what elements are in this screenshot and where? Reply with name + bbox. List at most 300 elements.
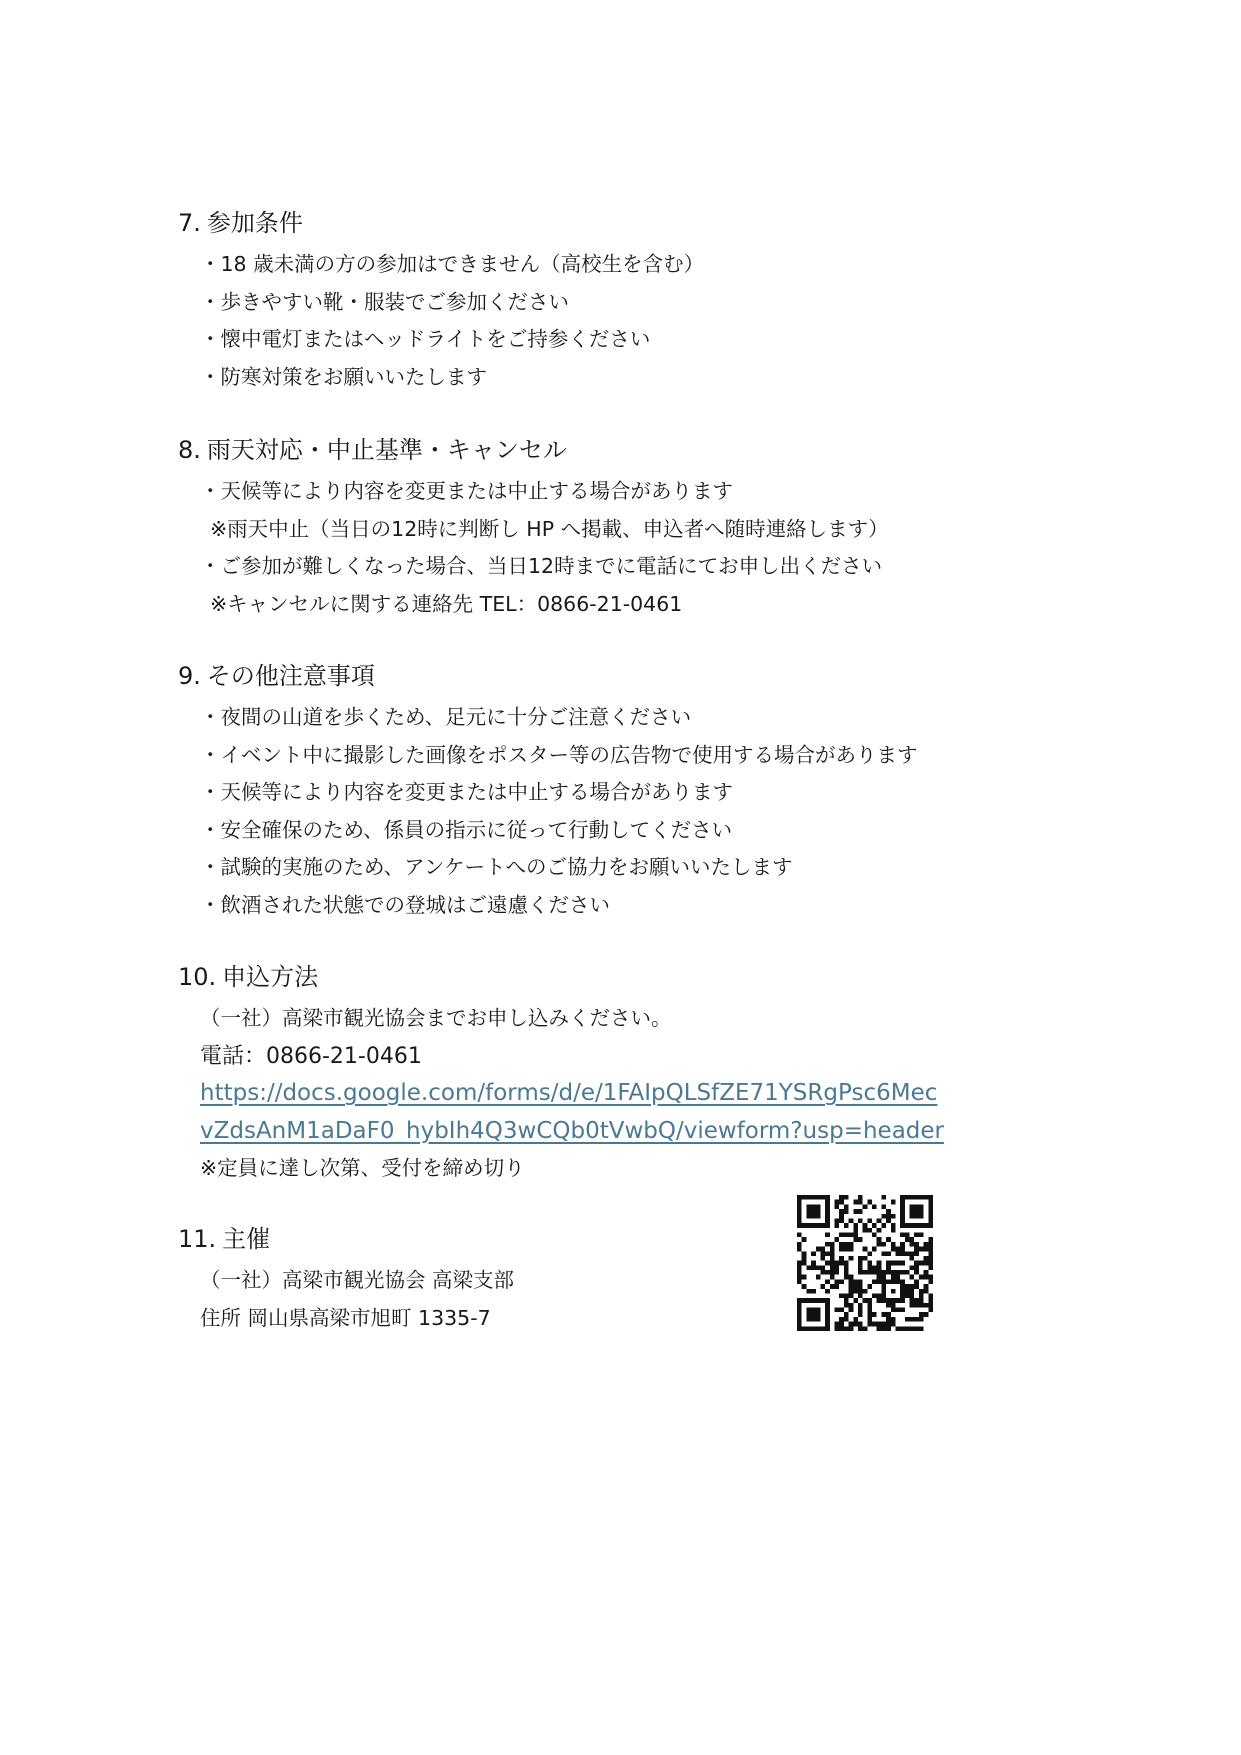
qr-module [811, 1195, 816, 1200]
qr-module [825, 1204, 830, 1209]
qr-module [797, 1317, 802, 1322]
qr-module [816, 1265, 821, 1270]
qr-module [853, 1237, 858, 1242]
qr-module [797, 1265, 802, 1270]
qr-module [797, 1200, 802, 1205]
qr-module [900, 1270, 905, 1275]
qr-module [820, 1247, 825, 1252]
qr-module [858, 1284, 863, 1289]
qr-module [914, 1242, 919, 1247]
qr-module [886, 1279, 891, 1284]
qr-module [797, 1209, 802, 1214]
qr-module [830, 1284, 835, 1289]
qr-module [914, 1204, 919, 1209]
qr-module [839, 1261, 844, 1266]
qr-module [914, 1298, 919, 1303]
qr-module [905, 1251, 910, 1256]
qr-module [924, 1312, 929, 1317]
qr-module [802, 1261, 807, 1266]
application-form-link[interactable]: https://docs.google.com/forms/d/e/1FAIpQLSfZE71YSRgPsc6Mec [200, 1080, 938, 1106]
qr-module [905, 1270, 910, 1275]
qr-module [806, 1209, 811, 1214]
qr-module [891, 1289, 896, 1294]
qr-module [881, 1284, 886, 1289]
qr-module [905, 1284, 910, 1289]
qr-module [825, 1289, 830, 1294]
qr-module [905, 1233, 910, 1238]
qr-module [816, 1317, 821, 1322]
qr-module [858, 1326, 863, 1331]
qr-module [867, 1218, 872, 1223]
qr-module [820, 1256, 825, 1261]
qr-module [830, 1275, 835, 1280]
list-item: ・試験的実施のため、アンケートへのご協力をお願いいたします [200, 855, 793, 879]
qr-module [863, 1223, 868, 1228]
qr-module [877, 1279, 882, 1284]
qr-module [797, 1275, 802, 1280]
qr-module [835, 1279, 840, 1284]
qr-module [830, 1247, 835, 1252]
application-form-link-line[interactable] [200, 1075, 1058, 1113]
qr-module [919, 1247, 924, 1252]
qr-module [910, 1223, 915, 1228]
qr-module [891, 1279, 896, 1284]
qr-module [919, 1303, 924, 1308]
qr-module [910, 1265, 915, 1270]
qr-module [816, 1308, 821, 1313]
qr-module [844, 1312, 849, 1317]
qr-module [919, 1312, 924, 1317]
qr-module [919, 1204, 924, 1209]
qr-module [849, 1293, 854, 1298]
qr-module [905, 1293, 910, 1298]
qr-module [858, 1303, 863, 1308]
qr-module [797, 1303, 802, 1308]
qr-module [806, 1298, 811, 1303]
qr-module [839, 1242, 844, 1247]
qr-module [886, 1265, 891, 1270]
qr-module [816, 1209, 821, 1214]
qr-module [891, 1247, 896, 1252]
qr-module [849, 1303, 854, 1308]
qr-module [905, 1289, 910, 1294]
qr-module [881, 1204, 886, 1209]
qr-module [820, 1284, 825, 1289]
qr-module [825, 1312, 830, 1317]
qr-module [853, 1223, 858, 1228]
qr-code-icon[interactable] [797, 1195, 933, 1331]
section-number: 8. [178, 436, 201, 464]
qr-module [839, 1209, 844, 1214]
qr-module [839, 1308, 844, 1313]
qr-module [900, 1233, 905, 1238]
qr-module [881, 1223, 886, 1228]
qr-module [928, 1214, 933, 1219]
qr-module [910, 1195, 915, 1200]
qr-module [891, 1317, 896, 1322]
qr-module [816, 1326, 821, 1331]
qr-module [900, 1261, 905, 1266]
qr-module [919, 1317, 924, 1322]
qr-module [877, 1228, 882, 1233]
qr-module [858, 1270, 863, 1275]
qr-module [867, 1322, 872, 1327]
qr-module [806, 1289, 811, 1294]
qr-module [924, 1284, 929, 1289]
qr-module [825, 1195, 830, 1200]
qr-module [839, 1279, 844, 1284]
qr-module [806, 1265, 811, 1270]
qr-module [849, 1233, 854, 1238]
qr-module [872, 1265, 877, 1270]
qr-module [881, 1293, 886, 1298]
qr-module [867, 1317, 872, 1322]
qr-module [900, 1279, 905, 1284]
qr-module [811, 1265, 816, 1270]
qr-module [853, 1228, 858, 1233]
list-item: ・ご参加が難しくなった場合、当日12時までに電話にてお申し出ください [200, 554, 883, 578]
qr-module [877, 1261, 882, 1266]
qr-module [844, 1204, 849, 1209]
qr-module [863, 1204, 868, 1209]
qr-module [820, 1195, 825, 1200]
application-form-link-line[interactable] [200, 1113, 1058, 1151]
qr-module [849, 1284, 854, 1289]
qr-module [872, 1233, 877, 1238]
qr-module [886, 1251, 891, 1256]
qr-module [891, 1242, 896, 1247]
qr-module [881, 1214, 886, 1219]
qr-module [835, 1218, 840, 1223]
qr-module [881, 1298, 886, 1303]
qr-module [900, 1204, 905, 1209]
qr-module [797, 1298, 802, 1303]
qr-module [820, 1326, 825, 1331]
qr-module [863, 1228, 868, 1233]
qr-module [825, 1200, 830, 1205]
qr-module [872, 1247, 877, 1252]
section-heading [178, 962, 1058, 992]
qr-module [844, 1293, 849, 1298]
qr-module [839, 1200, 844, 1205]
list-item: ・18 歳未満の方の参加はできません（高校生を含む） [200, 252, 705, 276]
qr-module [797, 1270, 802, 1275]
list-note: ※雨天中止（当日の12時に判断し HP へ掲載、申込者へ随時連絡します） [210, 516, 889, 541]
qr-module [839, 1293, 844, 1298]
qr-module [928, 1200, 933, 1205]
qr-module [825, 1223, 830, 1228]
section-number: 7. [178, 209, 201, 237]
qr-module [853, 1200, 858, 1205]
qr-module [919, 1289, 924, 1294]
qr-module [877, 1237, 882, 1242]
qr-module [867, 1228, 872, 1233]
qr-module [919, 1195, 924, 1200]
qr-module [844, 1209, 849, 1214]
qr-module [900, 1195, 905, 1200]
qr-module [914, 1223, 919, 1228]
qr-module [886, 1326, 891, 1331]
qr-module [881, 1322, 886, 1327]
section-title: 申込方法 [222, 963, 319, 991]
list-item: ・防寒対策をお願いいたします [200, 364, 487, 389]
qr-module [900, 1214, 905, 1219]
qr-module [910, 1293, 915, 1298]
qr-module [867, 1312, 872, 1317]
qr-module [872, 1270, 877, 1275]
qr-module [900, 1289, 905, 1294]
qr-module [830, 1242, 835, 1247]
qr-module [797, 1247, 802, 1252]
qr-module [891, 1298, 896, 1303]
qr-module [891, 1270, 896, 1275]
qr-module [802, 1223, 807, 1228]
qr-module [863, 1247, 868, 1252]
qr-module [811, 1209, 816, 1214]
qr-module [802, 1298, 807, 1303]
list-item: ・夜間の山道を歩くため、足元に十分ご注意ください [200, 705, 692, 729]
qr-module [816, 1312, 821, 1317]
qr-module [802, 1284, 807, 1289]
qr-module [806, 1317, 811, 1322]
qr-module [844, 1233, 849, 1238]
qr-module [806, 1223, 811, 1228]
section-rain-cancellation [178, 435, 1058, 623]
qr-module [910, 1317, 915, 1322]
qr-module [811, 1204, 816, 1209]
section-lines [178, 699, 1058, 924]
qr-module [835, 1200, 840, 1205]
qr-module [844, 1275, 849, 1280]
section-number: 10. [178, 963, 217, 991]
qr-module [839, 1214, 844, 1219]
qr-module [844, 1195, 849, 1200]
qr-module [895, 1326, 900, 1331]
qr-module [881, 1279, 886, 1284]
qr-module [886, 1298, 891, 1303]
qr-module [872, 1279, 877, 1284]
qr-module [820, 1265, 825, 1270]
qr-module [886, 1303, 891, 1308]
qr-module [853, 1322, 858, 1327]
qr-module [867, 1200, 872, 1205]
qr-module [877, 1218, 882, 1223]
qr-module [806, 1312, 811, 1317]
qr-module [825, 1298, 830, 1303]
qr-module [853, 1233, 858, 1238]
qr-module [891, 1275, 896, 1280]
qr-module [816, 1275, 821, 1280]
qr-module [891, 1303, 896, 1308]
qr-module [849, 1326, 854, 1331]
qr-module [928, 1256, 933, 1261]
qr-module [924, 1195, 929, 1200]
qr-module [928, 1275, 933, 1280]
qr-module [853, 1289, 858, 1294]
qr-module [835, 1237, 840, 1242]
qr-module [867, 1308, 872, 1313]
qr-module [928, 1247, 933, 1252]
qr-module [839, 1218, 844, 1223]
qr-module [853, 1317, 858, 1322]
qr-module [900, 1293, 905, 1298]
qr-module [820, 1251, 825, 1256]
qr-module [825, 1214, 830, 1219]
qr-module [928, 1204, 933, 1209]
application-form-link[interactable]: vZdsAnM1aDaF0_hybIh4Q3wCQb0tVwbQ/viewform?usp=header [200, 1117, 944, 1144]
qr-module [914, 1284, 919, 1289]
qr-module [825, 1317, 830, 1322]
qr-module [811, 1289, 816, 1294]
qr-module [797, 1279, 802, 1284]
qr-module [924, 1275, 929, 1280]
qr-module [910, 1242, 915, 1247]
qr-module [835, 1265, 840, 1270]
qr-module [881, 1270, 886, 1275]
qr-module [806, 1326, 811, 1331]
qr-module [886, 1261, 891, 1266]
qr-module [872, 1312, 877, 1317]
qr-module [806, 1204, 811, 1209]
qr-module [910, 1237, 915, 1242]
qr-module [811, 1312, 816, 1317]
qr-module [914, 1247, 919, 1252]
qr-module [839, 1326, 844, 1331]
qr-module [858, 1265, 863, 1270]
qr-module [910, 1284, 915, 1289]
qr-module [839, 1247, 844, 1252]
qr-module [820, 1223, 825, 1228]
qr-module [849, 1256, 854, 1261]
section-application-method [178, 962, 1058, 1188]
qr-module [849, 1247, 854, 1252]
qr-module [858, 1312, 863, 1317]
list-item: ・懐中電灯またはヘッドライトをご持参ください [200, 327, 651, 351]
qr-module [867, 1303, 872, 1308]
qr-module [872, 1322, 877, 1327]
qr-module [905, 1237, 910, 1242]
qr-module [863, 1298, 868, 1303]
qr-module [928, 1237, 933, 1242]
qr-module [924, 1303, 929, 1308]
qr-module [914, 1303, 919, 1308]
section-lines [178, 473, 1058, 623]
qr-module [858, 1289, 863, 1294]
qr-module [919, 1223, 924, 1228]
qr-module [835, 1308, 840, 1313]
organizer-name: （一社）高梁市観光協会 高梁支部 [200, 1268, 515, 1292]
qr-module [914, 1251, 919, 1256]
qr-module [839, 1233, 844, 1238]
qr-module [895, 1251, 900, 1256]
qr-module [825, 1270, 830, 1275]
qr-module [816, 1204, 821, 1209]
qr-module [891, 1261, 896, 1266]
qr-module [877, 1298, 882, 1303]
qr-module [900, 1284, 905, 1289]
section-heading [178, 208, 1058, 238]
section-other-notes [178, 661, 1058, 924]
section-title: 雨天対応・中止基準・キャンセル [206, 436, 567, 464]
qr-module [797, 1308, 802, 1313]
qr-module [797, 1214, 802, 1219]
qr-module [919, 1298, 924, 1303]
qr-module [895, 1270, 900, 1275]
qr-module [844, 1242, 849, 1247]
qr-module [914, 1270, 919, 1275]
qr-module [895, 1308, 900, 1313]
application-instruction: （一社）高梁市観光協会までお申し込みください。 [200, 1006, 672, 1030]
qr-module [830, 1256, 835, 1261]
qr-module [900, 1209, 905, 1214]
qr-module [910, 1209, 915, 1214]
qr-module [881, 1326, 886, 1331]
qr-module [797, 1326, 802, 1331]
qr-module [928, 1223, 933, 1228]
qr-module [825, 1303, 830, 1308]
qr-module [914, 1261, 919, 1266]
qr-module [877, 1293, 882, 1298]
qr-module [867, 1298, 872, 1303]
qr-module [891, 1308, 896, 1313]
qr-module [924, 1256, 929, 1261]
section-heading [178, 435, 1058, 465]
list-item: ・天候等により内容を変更または中止する場合があります [200, 479, 733, 503]
qr-module [825, 1279, 830, 1284]
qr-module [820, 1298, 825, 1303]
qr-module [872, 1293, 877, 1298]
qr-module [811, 1326, 816, 1331]
qr-module [891, 1228, 896, 1233]
qr-module [802, 1326, 807, 1331]
deadline-note: ※定員に達し次第、受付を締め切り [200, 1156, 525, 1180]
qr-module [802, 1256, 807, 1261]
qr-module [811, 1261, 816, 1266]
qr-module [806, 1214, 811, 1219]
qr-module [858, 1195, 863, 1200]
qr-module [797, 1242, 802, 1247]
qr-module [881, 1242, 886, 1247]
qr-module [797, 1322, 802, 1327]
qr-module [872, 1204, 877, 1209]
qr-module [858, 1308, 863, 1313]
qr-module [825, 1233, 830, 1238]
qr-module [886, 1214, 891, 1219]
list-item: ・歩きやすい靴・服装でご参加ください [200, 289, 569, 314]
qr-module [910, 1298, 915, 1303]
qr-module [849, 1308, 854, 1313]
qr-module [914, 1233, 919, 1238]
qr-module [914, 1214, 919, 1219]
section-lines [178, 246, 1058, 396]
qr-module [867, 1261, 872, 1266]
qr-module [825, 1218, 830, 1223]
qr-module [858, 1322, 863, 1327]
qr-module [928, 1251, 933, 1256]
qr-module [858, 1237, 863, 1242]
qr-module [844, 1303, 849, 1308]
qr-module [886, 1237, 891, 1242]
qr-module [928, 1265, 933, 1270]
qr-module [910, 1251, 915, 1256]
qr-module [877, 1265, 882, 1270]
list-item: ・イベント中に撮影した画像をポスター等の広告物で使用する場合があります [200, 742, 918, 767]
qr-module [825, 1209, 830, 1214]
qr-module [924, 1242, 929, 1247]
qr-module [924, 1247, 929, 1252]
qr-module [877, 1275, 882, 1280]
qr-module [928, 1303, 933, 1308]
